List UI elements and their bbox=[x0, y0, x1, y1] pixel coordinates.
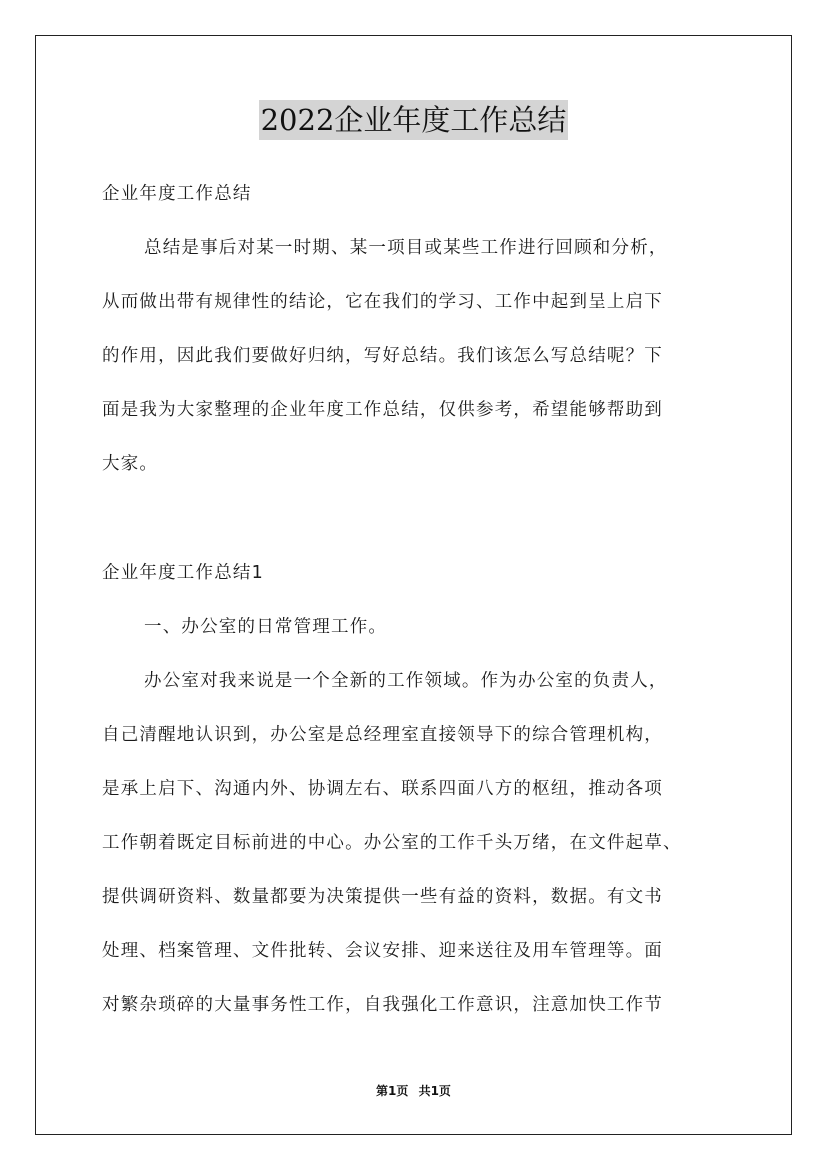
paragraph-line: 自己清醒地认识到，办公室是总经理室直接领导下的综合管理机构， bbox=[102, 725, 663, 745]
paragraph-line: 总结是事后对某一时期、某一项目或某些工作进行回顾和分析， bbox=[144, 238, 668, 258]
section-heading-block bbox=[102, 546, 742, 654]
intro-paragraph bbox=[102, 221, 742, 491]
page-number-label: 第1页 共1页 bbox=[376, 1084, 451, 1098]
intro-heading: 企业年度工作总结 bbox=[102, 184, 252, 204]
paragraph-line: 对繁杂琐碎的大量事务性工作，自我强化工作意识，注意加快工作节 bbox=[102, 995, 663, 1015]
intro-heading-block bbox=[102, 167, 742, 221]
body-paragraph bbox=[102, 654, 742, 1032]
paragraph-line: 从而做出带有规律性的结论，它在我们的学习、工作中起到呈上启下 bbox=[102, 292, 663, 312]
document-title: 2022企业年度工作总结 bbox=[259, 100, 569, 140]
title-container bbox=[0, 100, 827, 140]
paragraph-line: 办公室对我来说是一个全新的工作领域。作为办公室的负责人， bbox=[144, 671, 668, 691]
paragraph-line: 大家。 bbox=[102, 454, 159, 474]
paragraph-line: 面是我为大家整理的企业年度工作总结，仅供参考，希望能够帮助到 bbox=[102, 400, 663, 420]
paragraph-line: 提供调研资料、数量都要为决策提供一些有益的资料，数据。有文书 bbox=[102, 887, 663, 907]
paragraph-line: 处理、档案管理、文件批转、会议安排、迎来送往及用车管理等。面 bbox=[102, 941, 663, 961]
section-heading: 企业年度工作总结1 bbox=[102, 563, 264, 583]
paragraph-line: 工作朝着既定目标前进的中心。办公室的工作千头万绪，在文件起草、 bbox=[102, 833, 682, 853]
paragraph-line: 的作用，因此我们要做好归纳，写好总结。我们该怎么写总结呢？下 bbox=[102, 346, 663, 366]
page-footer bbox=[0, 1082, 827, 1099]
paragraph-line: 是承上启下、沟通内外、协调左右、联系四面八方的枢纽，推动各项 bbox=[102, 779, 663, 799]
subsection-heading: 一、办公室的日常管理工作。 bbox=[144, 617, 388, 637]
